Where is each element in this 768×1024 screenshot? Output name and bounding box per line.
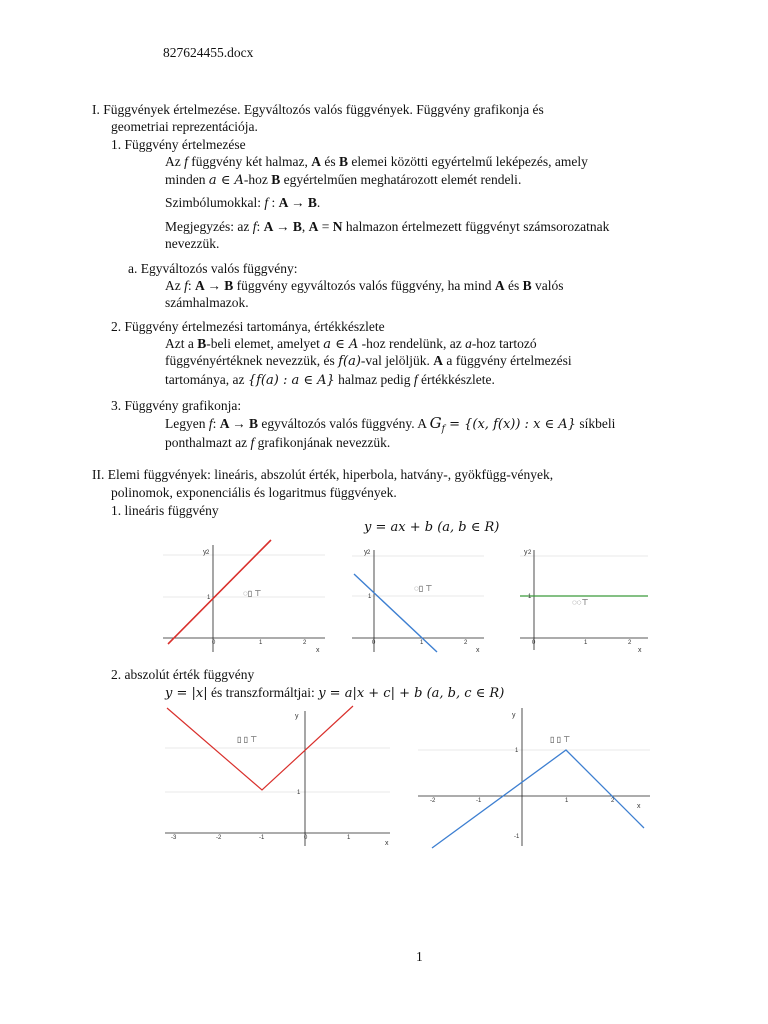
tick-label-x: 1 — [584, 640, 588, 646]
sub1-paragraph-line1: Az f függvény két halmaz, A és B elemei közötti egyértelmű leképezés, amely — [165, 154, 588, 169]
linear-graph-green — [520, 548, 660, 658]
abs-graph-blue — [418, 706, 658, 851]
sub3-paragraph-line2: ponthalmazt az f grafikonjának nevezzük. — [165, 435, 391, 450]
section1-heading-line1: I. Függvények értelmezése. Egyváltozós valós függvények. Függvény grafikonja és — [92, 102, 544, 117]
sub2-paragraph-line3: tartománya, az {f(a) : a ∈ A} halmaz pedig f értékkészlete. — [165, 372, 495, 388]
sub2-paragraph-line2: függvényértéknek nevezzük, és f(a)-val jelöljük. A a függvény értelmezési — [165, 353, 572, 369]
section2-heading-line2: polinomok, exponenciális és logaritmus függvények. — [111, 485, 397, 500]
tick-label-x: 0 — [304, 835, 308, 841]
graph-glyph: ▯ ▯ ⊤ — [550, 735, 571, 744]
tick-label-y: 1 — [207, 595, 211, 601]
tick-label-x: 2 — [611, 798, 615, 804]
tick-label-x: 2 — [303, 640, 307, 646]
y-label: y — [295, 713, 299, 720]
x-label: x — [638, 647, 642, 654]
sub3-paragraph-line1: Legyen f: A → B egyváltozós valós függvény. A $G_f = \{(x$, f(x)) : x ∈ A} síkbeli — [165, 414, 616, 435]
x-label: x — [385, 840, 389, 847]
tick-label-y: 1 — [515, 748, 519, 754]
tick-label-x: 0 — [372, 640, 376, 646]
section2-sub1-title: 1. lineáris függvény — [111, 503, 219, 518]
graph-glyph: ◌▯ ⊤ — [414, 584, 433, 593]
abs-formula-line: y = |x| és transzformáltjai: y = a|x + c| + b (a, b, c ∈ R) — [165, 685, 505, 701]
linear-graph-red — [163, 540, 333, 660]
x-label: x — [476, 647, 480, 654]
tick-label-x: -3 — [171, 835, 177, 841]
sub1-note-line2: nevezzük. — [165, 236, 220, 251]
graph-glyph: ◌▯ ⊤ — [243, 589, 262, 598]
sub2-title: 2. Függvény értelmezési tartománya, értékkészlete — [111, 319, 385, 334]
sub1-symbolic: Szimbólumokkal: f : A → B. — [165, 195, 321, 210]
sub1-title: 1. Függvény értelmezése — [111, 137, 246, 152]
tick-label-y: 2 — [367, 550, 371, 556]
x-label: x — [316, 647, 320, 654]
sub1-note-line1: Megjegyzés: az f: A → B, A = N halmazon értelmezett függvényt számsorozatnak — [165, 219, 610, 234]
y-label: y — [524, 549, 528, 556]
tick-label-x: 1 — [347, 835, 351, 841]
tick-label-x: 1 — [565, 798, 569, 804]
x-label: x — [637, 803, 641, 810]
y-label: y — [203, 549, 207, 556]
tick-label-x: 0 — [532, 640, 536, 646]
tick-label-x: -2 — [216, 835, 222, 841]
tick-label-x: -1 — [259, 835, 265, 841]
sub2-paragraph-line1: Azt a B-beli elemet, amelyet a ∈ A -hoz rendelünk, az a-hoz tartozó — [165, 336, 537, 352]
section1-heading-line2: geometriai reprezentációja. — [111, 119, 258, 134]
suba-paragraph-line2: számhalmazok. — [165, 295, 249, 310]
suba-paragraph-line1: Az f: A → B függvény egyváltozós valós függvény, ha mind A és B valós — [165, 278, 564, 293]
sub1-paragraph-line2: minden a ∈ A-hoz B egyértelműen meghatározott elemét rendeli. — [165, 172, 522, 188]
tick-label-x: -2 — [430, 798, 436, 804]
section2-heading-line1: II. Elemi függvények: lineáris, abszolút érték, hiperbola, hatvány-, gyökfügg-vények, — [92, 467, 554, 482]
tick-label-x: 1 — [259, 640, 263, 646]
tick-label-y: 1 — [528, 594, 532, 600]
header-filename: 827624455.docx — [163, 45, 254, 60]
tick-label-x: 2 — [628, 640, 632, 646]
section2-sub2-title: 2. abszolút érték függvény — [111, 667, 255, 682]
tick-label-x: 0 — [212, 640, 216, 646]
tick-label-x: -1 — [476, 798, 482, 804]
page-number: 1 — [416, 949, 423, 964]
y-label: y — [364, 549, 368, 556]
tick-label-x: 1 — [420, 640, 424, 646]
y-label: y — [512, 712, 516, 719]
linear-graph-blue — [352, 548, 492, 658]
tick-label-y: -1 — [514, 834, 520, 840]
graph-glyph: ▯ ▯ ⊤ — [237, 735, 258, 744]
tick-label-y: 1 — [297, 790, 301, 796]
tick-label-y: 1 — [368, 594, 372, 600]
tick-label-y: 2 — [206, 550, 210, 556]
tick-label-x: 2 — [464, 640, 468, 646]
abs-graph-red — [165, 706, 395, 851]
linear-formula: y = ax + b (a, b ∈ R) — [364, 520, 500, 535]
tick-label-y: 2 — [528, 550, 532, 556]
sub3-title: 3. Függvény grafikonja: — [111, 398, 242, 413]
suba-title: a. Egyváltozós valós függvény: — [128, 261, 298, 276]
graph-glyph: ◌◌⊤ — [572, 598, 589, 607]
